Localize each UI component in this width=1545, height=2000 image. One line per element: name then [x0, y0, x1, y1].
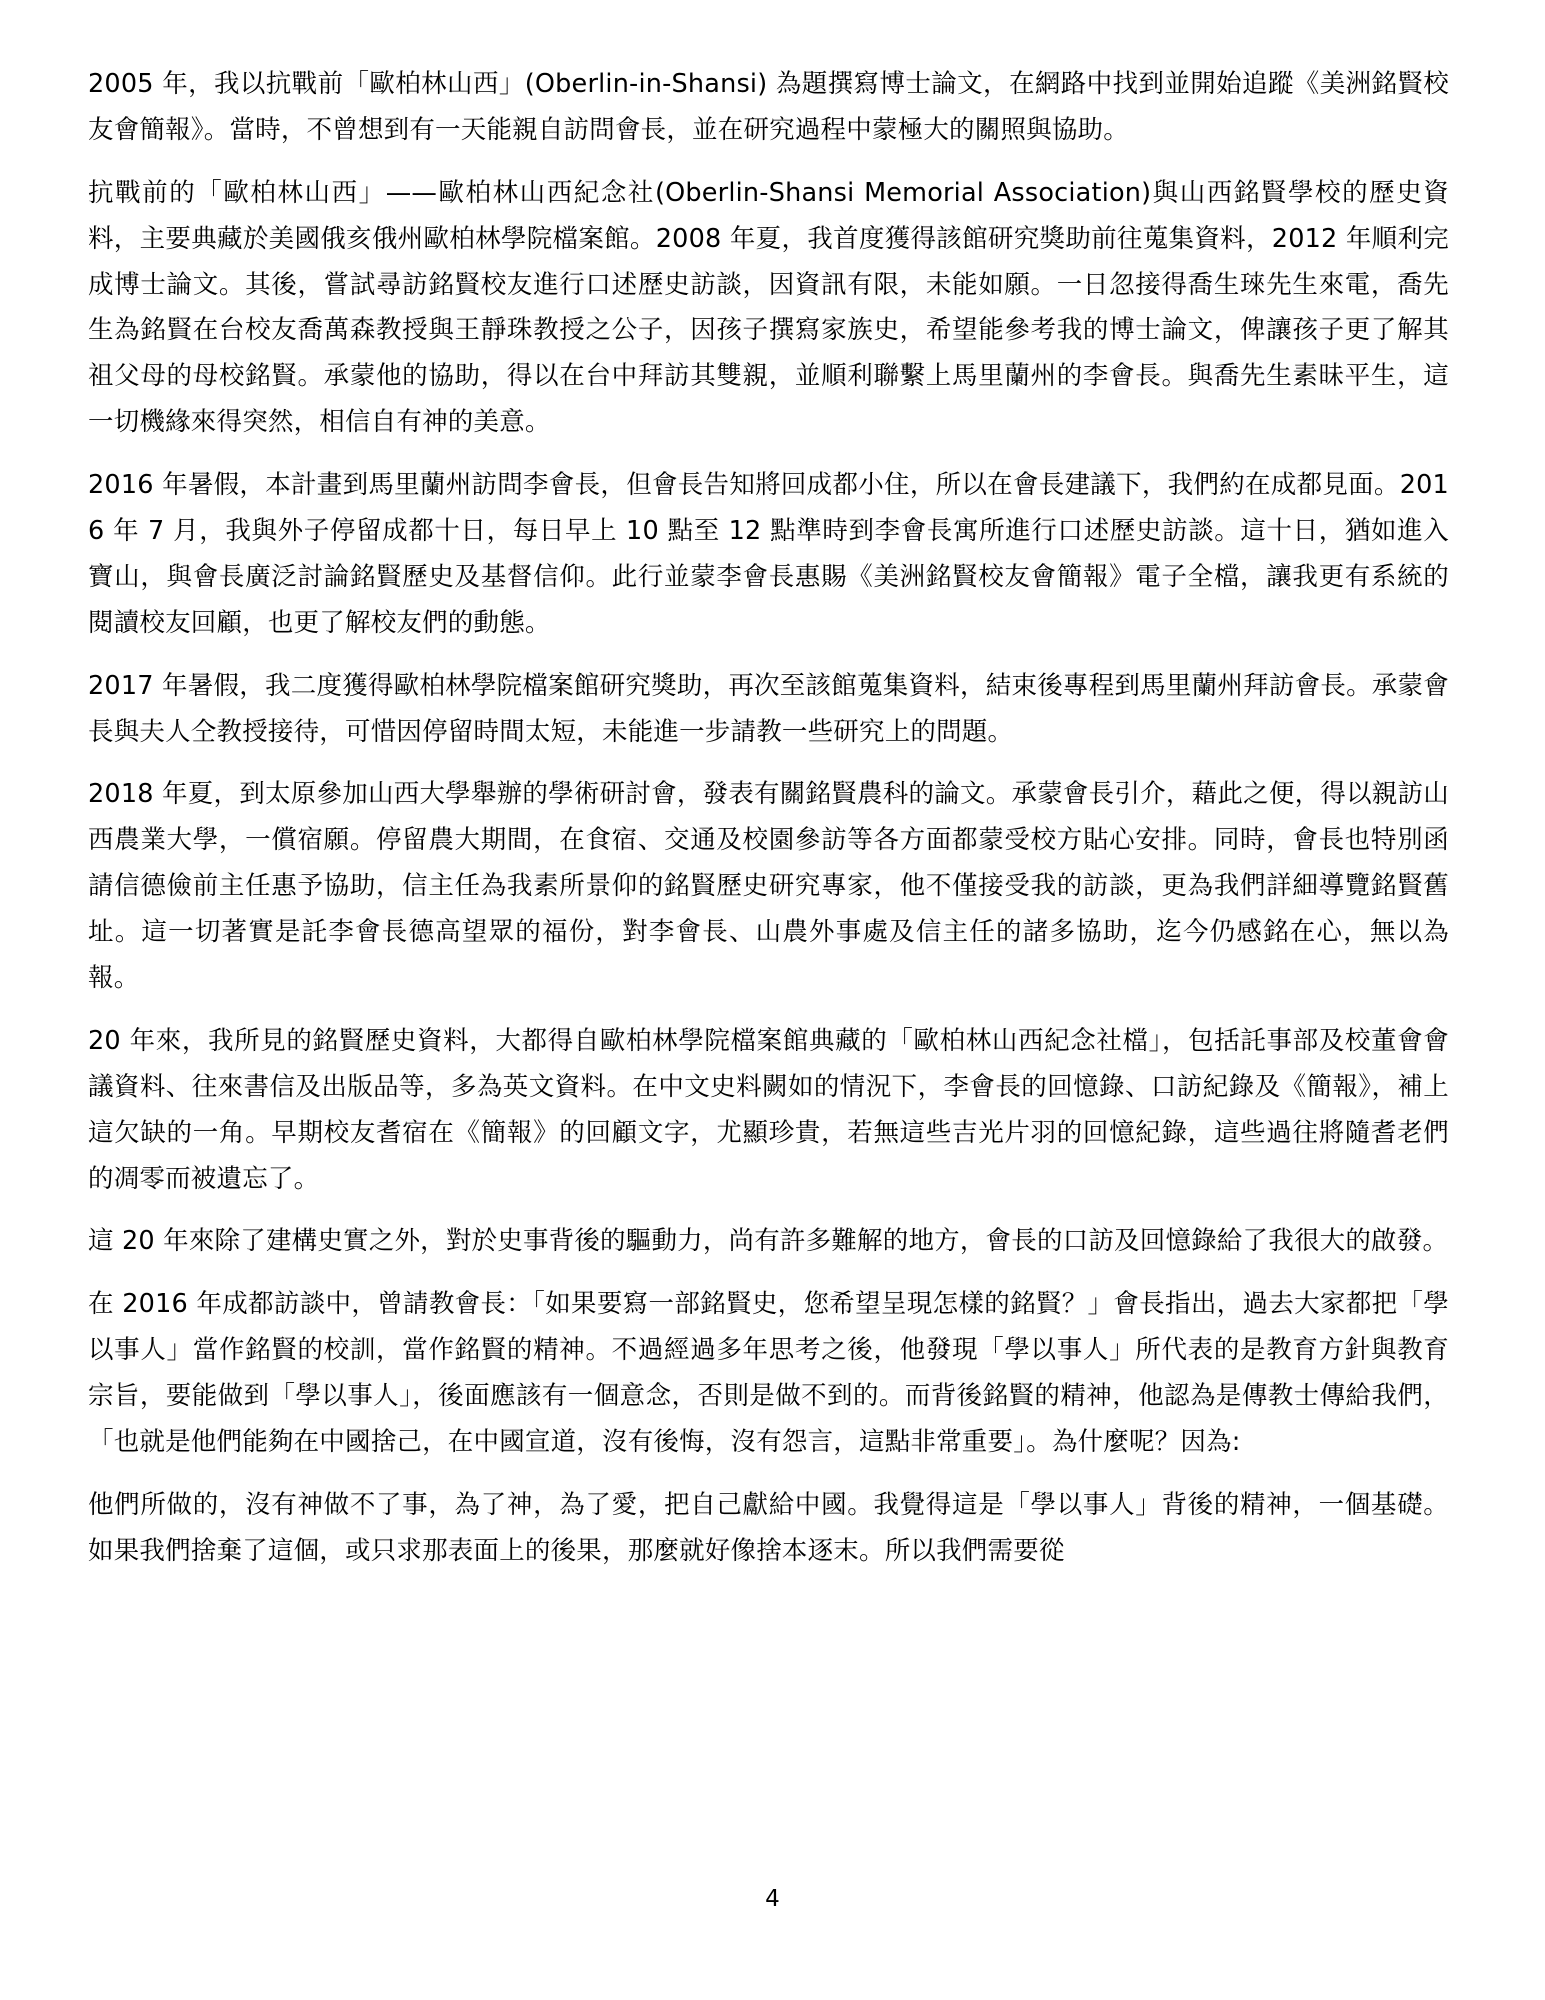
- paragraph: 2016 年暑假，本計畫到馬里蘭州訪問李會長，但會長告知將回成都小住，所以在會長建議下，我們約在成都見面。2016 年 7 月，我與外子停留成都十日，每日早上 10 點至 12 點準時到李會長寓所進行口述歷史訪談。這十日，猶如進入寶山，與會長廣泛討論銘賢歷史及基督信仰。此行並蒙李會長惠賜《美洲銘賢校友會簡報》電子全檔，讓我更有系統的閱讀校友回顧，也更了解校友們的動態。: [88, 470, 1449, 638]
- paragraph: 抗戰前的「歐柏林山西」——歐柏林山西紀念社(Oberlin-Shansi Memorial Association)與山西銘賢學校的歷史資料，主要典藏於美國俄亥俄州歐柏林學院檔案館。2008 年夏，我首度獲得該館研究獎助前往蒐集資料，2012 年順利完成博士論文。其後，嘗試尋訪銘賢校友進行口述歷史訪談，因資訊有限，未能如願。一日忽接得喬生琜先生來電，喬先生為銘賢在台校友喬萬森教授與王靜珠教授之公子，因孩子撰寫家族史，希望能參考我的博士論文，俾讓孩子更了解其祖父母的母校銘賢。承蒙他的協助，得以在台中拜訪其雙親，並順利聯繫上馬里蘭州的李會長。與喬先生素昧平生，這一切機緣來得突然，相信自有神的美意。: [88, 177, 1449, 438]
- page-number: 4: [765, 1886, 780, 1912]
- body-text: [88, 62, 1449, 1575]
- paragraph: 2017 年暑假，我二度獲得歐柏林學院檔案館研究獎助，再次至該館蒐集資料，結束後專程到馬里蘭州拜訪會長。承蒙會長與夫人仝教授接待，可惜因停留時間太短，未能進一步請教一些研究上的問題。: [88, 670, 1449, 747]
- paragraph: 這 20 年來除了建構史實之外，對於史事背後的驅動力，尚有許多難解的地方，會長的口訪及回憶錄給了我很大的啟發。: [88, 1226, 1449, 1257]
- paragraph: 2005 年，我以抗戰前「歐柏林山西」(Oberlin-in-Shansi) 為題撰寫博士論文，在網路中找到並開始追蹤《美洲銘賢校友會簡報》。當時，不曾想到有一天能親自訪問會長，並在研究過程中蒙極大的關照與協助。: [88, 69, 1449, 145]
- paragraph: 2018 年夏，到太原參加山西大學舉辦的學術研討會，發表有關銘賢農科的論文。承蒙會長引介，藉此之便，得以親訪山西農業大學，一償宿願。停留農大期間，在食宿、交通及校園參訪等各方面都蒙受校方貼心安排。同時，會長也特別函請信德儉前主任惠予協助，信主任為我素所景仰的銘賢歷史研究專家，他不僅接受我的訪談，更為我們詳細導覽銘賢舊址。這一切著實是託李會長德高望眾的福份，對李會長、山農外事處及信主任的諸多協助，迄今仍感銘在心，無以為報。: [88, 779, 1449, 994]
- paragraph: 在 2016 年成都訪談中，曾請教會長：「如果要寫一部銘賢史，您希望呈現怎樣的銘賢？」會長指出，過去大家都把「學以事人」當作銘賢的校訓，當作銘賢的精神。不過經過多年思考之後，他發現「學以事人」所代表的是教育方針與教育宗旨，要能做到「學以事人」，後面應該有一個意念，否則是做不到的。而背後銘賢的精神，他認為是傳教士傳給我們，「也就是他們能夠在中國捨己，在中國宣道，沒有後悔，沒有怨言，這點非常重要」。為什麼呢？因為:: [88, 1289, 1449, 1458]
- paragraph: 他們所做的，沒有神做不了事，為了神，為了愛，把自己獻給中國。我覺得這是「學以事人」背後的精神，一個基礎。如果我們捨棄了這個，或只求那表面上的後果，那麼就好像捨本逐末。所以我們需要從: [88, 1489, 1449, 1566]
- paragraph: 20 年來，我所見的銘賢歷史資料，大都得自歐柏林學院檔案館典藏的「歐柏林山西紀念社檔」，包括託事部及校董會會議資料、往來書信及出版品等，多為英文資料。在中文史料闕如的情況下，李會長的回憶錄、口訪紀錄及《簡報》，補上這欠缺的一角。早期校友耆宿在《簡報》的回顧文字，尤顯珍貴，若無這些吉光片羽的回憶紀錄，這些過往將隨耆老們的凋零而被遺忘了。: [88, 1025, 1449, 1194]
